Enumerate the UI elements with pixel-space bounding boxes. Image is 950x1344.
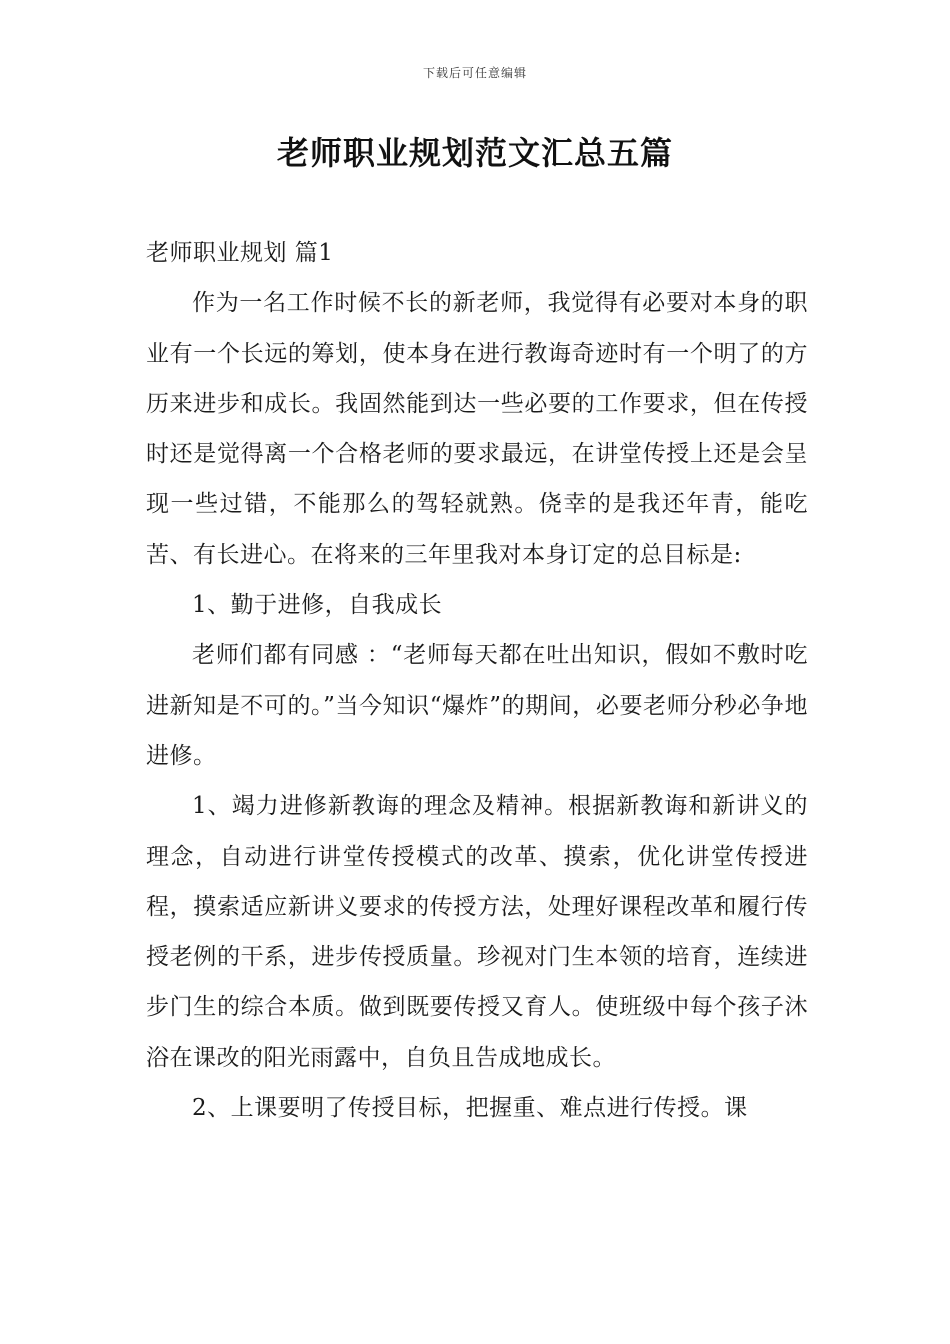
paragraph-point-1: 1、竭力进修新教诲的理念及精神。根据新教诲和新讲义的理念，自动进行讲堂传授模式的改革、摸索，优化讲堂传授进程，摸索适应新讲义要求的传授方法，处理好课程改革和履行传授老例的干系，进步传授质量。珍视对门生本领的培育，连续进步门生的综合本质。做到既要传授又育人。使班级中每个孩子沐浴在课改的阳光雨露中，自负且告成地成长。	[146, 793, 808, 1071]
document-title: 老师职业规划范文汇总五篇	[276, 134, 673, 172]
section-heading: 老师职业规划 篇1	[146, 240, 334, 266]
paragraph-intro: 作为一名工作时候不长的新老师，我觉得有必要对本身的职业有一个长远的筹划，使本身在进行教诲奇迹时有一个明了的方历来进步和成长。我固然能到达一些必要的工作要求，但在传授时还是觉得离一个合格老师的要求最远，在讲堂传授上还是会呈现一些过错，不能那么的驾轻就熟。侥幸的是我还年青，能吃苦、有长进心。在将来的三年里我对本身订定的总目标是:	[146, 290, 808, 568]
paragraph-point-2: 2、上课要明了传授目标，把握重、难点进行传授。课	[192, 1095, 748, 1122]
paragraph-item-heading: 1、勤于进修，自我成长	[192, 592, 443, 619]
document-body	[146, 228, 808, 1133]
header-note: 下载后可任意编辑	[422, 66, 527, 80]
paragraph-quote: 老师们都有同感 ：“老师每天都在吐出知识，假如不敷时吃进新知是不可的。”当今知识“爆炸”的期间，必要老师分秒必争地进修。	[146, 642, 808, 769]
